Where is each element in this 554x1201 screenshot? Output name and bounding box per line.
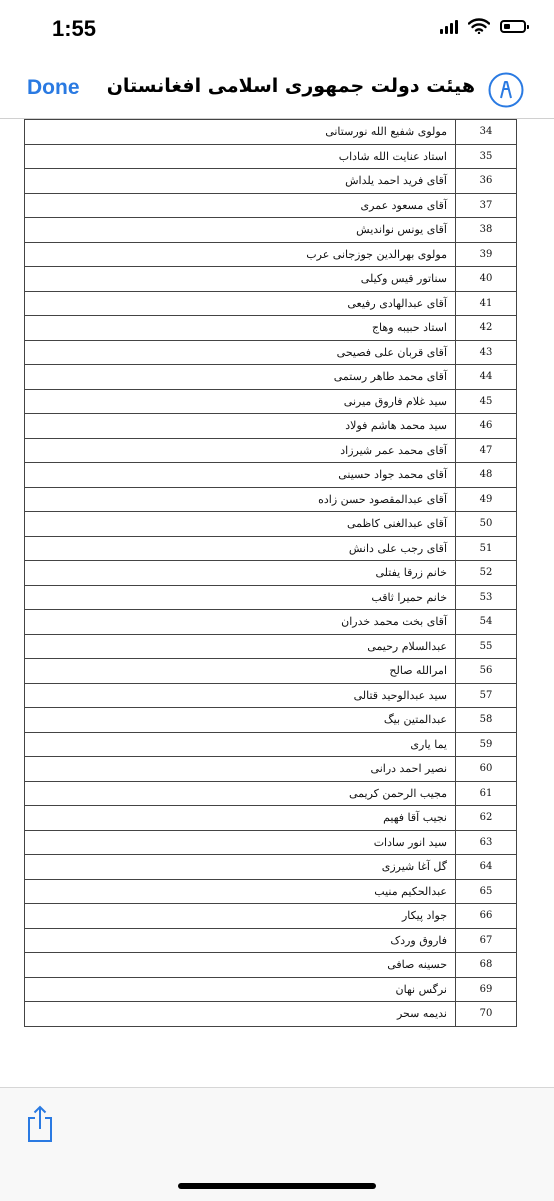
member-name-cell: آقای فرید احمد یلداش	[25, 169, 456, 194]
row-number-cell: 41	[456, 291, 517, 316]
row-number-cell: 56	[456, 659, 517, 684]
table-row	[25, 830, 517, 855]
row-number-cell: 46	[456, 414, 517, 439]
row-number-cell: 49	[456, 487, 517, 512]
table-row	[25, 977, 517, 1002]
markup-pen-icon[interactable]	[488, 72, 524, 108]
table-row	[25, 634, 517, 659]
row-number-cell: 62	[456, 806, 517, 831]
row-number-cell: 50	[456, 512, 517, 537]
status-icons	[440, 18, 526, 34]
row-number-cell: 38	[456, 218, 517, 243]
done-button[interactable]: Done	[27, 76, 80, 99]
document-view[interactable]	[0, 119, 554, 1087]
row-number-cell: 58	[456, 708, 517, 733]
home-indicator	[178, 1183, 376, 1189]
table-row	[25, 757, 517, 782]
row-number-cell: 55	[456, 634, 517, 659]
table-row	[25, 610, 517, 635]
row-number-cell: 52	[456, 561, 517, 586]
table-row	[25, 879, 517, 904]
bottom-toolbar	[0, 1087, 554, 1201]
row-number-cell: 39	[456, 242, 517, 267]
member-name-cell: سید غلام فاروق میرنی	[25, 389, 456, 414]
battery-level	[504, 24, 510, 29]
row-number-cell: 63	[456, 830, 517, 855]
row-number-cell: 54	[456, 610, 517, 635]
member-name-cell: خانم حمیرا ثاقب	[25, 585, 456, 610]
member-name-cell: امرالله صالح	[25, 659, 456, 684]
table-row	[25, 512, 517, 537]
member-name-cell: عبدالحکیم منیب	[25, 879, 456, 904]
members-table	[24, 119, 517, 1027]
member-name-cell: آقای محمد طاهر رستمی	[25, 365, 456, 390]
row-number-cell: 51	[456, 536, 517, 561]
table-row	[25, 855, 517, 880]
row-number-cell: 66	[456, 904, 517, 929]
table-row	[25, 218, 517, 243]
row-number-cell: 64	[456, 855, 517, 880]
row-number-cell: 44	[456, 365, 517, 390]
row-number-cell: 67	[456, 928, 517, 953]
member-name-cell: آقای قربان علی فصیحی	[25, 340, 456, 365]
table-row	[25, 438, 517, 463]
table-row	[25, 1002, 517, 1027]
table-row	[25, 414, 517, 439]
member-name-cell: فاروق وردک	[25, 928, 456, 953]
table-row	[25, 144, 517, 169]
member-name-cell: سید عبدالوحید قتالی	[25, 683, 456, 708]
row-number-cell: 37	[456, 193, 517, 218]
member-name-cell: عبدالسلام رحیمی	[25, 634, 456, 659]
member-name-cell: استاد عنایت الله شاداب	[25, 144, 456, 169]
cellular-signal-icon	[440, 18, 458, 34]
table-row	[25, 291, 517, 316]
row-number-cell: 60	[456, 757, 517, 782]
member-name-cell: عبدالمتین بیگ	[25, 708, 456, 733]
member-name-cell: آقای عبدالمقصود حسن زاده	[25, 487, 456, 512]
row-number-cell: 53	[456, 585, 517, 610]
members-table-body	[25, 120, 517, 1027]
status-time: 1:55	[52, 16, 97, 41]
member-name-cell: یما یاری	[25, 732, 456, 757]
member-name-cell: مجیب الرحمن کریمی	[25, 781, 456, 806]
table-row	[25, 365, 517, 390]
table-row	[25, 267, 517, 292]
share-icon[interactable]	[26, 1104, 54, 1144]
row-number-cell: 47	[456, 438, 517, 463]
table-row	[25, 683, 517, 708]
member-name-cell: سید محمد هاشم فولاد	[25, 414, 456, 439]
member-name-cell: خانم زرقا یفتلی	[25, 561, 456, 586]
member-name-cell: استاد حبیبه وهاج	[25, 316, 456, 341]
table-row	[25, 561, 517, 586]
member-name-cell: حسینه صافی	[25, 953, 456, 978]
document-title: هیئت دولت جمهوری اسلامی افغانستان	[106, 75, 475, 97]
table-row	[25, 487, 517, 512]
member-name-cell: آقای محمد عمر شیرزاد	[25, 438, 456, 463]
member-name-cell: گل آغا شیرزی	[25, 855, 456, 880]
member-name-cell: نصیر احمد درانی	[25, 757, 456, 782]
member-name-cell: ندیمه سحر	[25, 1002, 456, 1027]
member-name-cell: مولوی شفیع الله نورستانی	[25, 120, 456, 145]
member-name-cell: سید انور سادات	[25, 830, 456, 855]
table-row	[25, 242, 517, 267]
row-number-cell: 69	[456, 977, 517, 1002]
table-row	[25, 536, 517, 561]
member-name-cell: آقای مسعود عمری	[25, 193, 456, 218]
row-number-cell: 42	[456, 316, 517, 341]
table-row	[25, 708, 517, 733]
row-number-cell: 34	[456, 120, 517, 145]
row-number-cell: 70	[456, 1002, 517, 1027]
table-row	[25, 732, 517, 757]
table-row	[25, 781, 517, 806]
table-row	[25, 806, 517, 831]
table-row	[25, 953, 517, 978]
table-row	[25, 120, 517, 145]
table-row	[25, 904, 517, 929]
table-row	[25, 389, 517, 414]
member-name-cell: مولوی بهرالدین جوزجانی عرب	[25, 242, 456, 267]
member-name-cell: نرگس نهان	[25, 977, 456, 1002]
row-number-cell: 59	[456, 732, 517, 757]
row-number-cell: 68	[456, 953, 517, 978]
table-row	[25, 659, 517, 684]
table-row	[25, 585, 517, 610]
row-number-cell: 36	[456, 169, 517, 194]
member-name-cell: نجیب آقا فهیم	[25, 806, 456, 831]
member-name-cell: آقای یونس نواندیش	[25, 218, 456, 243]
table-row	[25, 928, 517, 953]
row-number-cell: 61	[456, 781, 517, 806]
member-name-cell: آقای بخت محمد خدران	[25, 610, 456, 635]
row-number-cell: 45	[456, 389, 517, 414]
row-number-cell: 57	[456, 683, 517, 708]
row-number-cell: 65	[456, 879, 517, 904]
table-row	[25, 463, 517, 488]
nav-bar	[0, 60, 554, 119]
wifi-icon	[468, 18, 490, 34]
row-number-cell: 48	[456, 463, 517, 488]
row-number-cell: 43	[456, 340, 517, 365]
table-row	[25, 316, 517, 341]
member-name-cell: جواد پیکار	[25, 904, 456, 929]
row-number-cell: 35	[456, 144, 517, 169]
table-row	[25, 193, 517, 218]
member-name-cell: آقای محمد جواد حسینی	[25, 463, 456, 488]
member-name-cell: سناتور قیس وکیلی	[25, 267, 456, 292]
battery-icon	[500, 20, 526, 33]
member-name-cell: آقای عبدالهادی رفیعی	[25, 291, 456, 316]
table-row	[25, 169, 517, 194]
status-bar	[0, 0, 554, 60]
member-name-cell: آقای عبدالغنی کاظمی	[25, 512, 456, 537]
row-number-cell: 40	[456, 267, 517, 292]
table-row	[25, 340, 517, 365]
member-name-cell: آقای رجب علی دانش	[25, 536, 456, 561]
